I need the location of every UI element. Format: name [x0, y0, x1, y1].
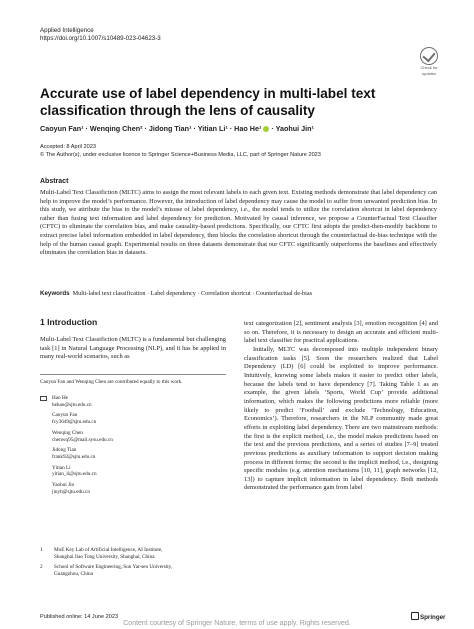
doi-link[interactable]: https://doi.org/10.1007/s10489-023-04623-3 — [40, 35, 161, 42]
affiliations — [40, 547, 230, 582]
intro-left-text: Multi-Label Text Classifiction (MLTC) is a fundamental but challenging task [1] in Natural Language Processing (NLP), and it has be applied in many real-world scenarios, such as — [40, 336, 226, 361]
badge-label-1: Check for — [420, 65, 438, 70]
abstract-text: Multi-Label Text Classifiction (MLTC) aims to assign the most relevant labels to each given text. Existing methods demonstrate that label dependency can help to improve the model’s performance. However, the introduction of label dependency may cause the model to suffer from unwanted prediction bias. In this study, we attribute the bias to the model’s misuse of label dependency, i.e., the model tends to utilize the correlation shortcut in label dependency rather than fusing text information and label dependency for prediction. Motivated by causal inference, we propose a CounterFactual Text Classifier (CFTC) to eliminate the correlation bias, and make causality-based predictions. Specifically, our CFTC first adopts the predict-then-modify backbone to extract precise label information embedded in label dependency, then blocks the correlation shortcut through the counterfactual de-bias technique with the help of the human causal graph. Experimental results on three datasets demonstrate that our CFTC significantly outperforms the baselines and effectively eliminates the correlation bias in datasets. — [40, 189, 437, 257]
keywords-label: Keywords — [40, 290, 70, 297]
journal-header — [40, 27, 161, 43]
check-for-updates-badge[interactable] — [418, 47, 440, 76]
footnote-divider — [40, 374, 226, 375]
contact-name: Yaohui Jin — [52, 482, 75, 489]
author-list — [40, 124, 314, 133]
affiliation-number: 1 — [40, 547, 43, 553]
affiliation-line: Shanghai Jiao Tong University, Shanghai, China — [54, 553, 155, 560]
contact-email[interactable]: hehao@sjtu.edu.cn — [52, 401, 92, 408]
badge-label-2: updates — [421, 70, 437, 76]
published-online-date: Published online: 14 June 2023 — [40, 614, 119, 620]
affiliation-line: Guangzhou, China — [54, 571, 93, 578]
journal-name: Applied Intelligence — [40, 27, 94, 34]
springer-wordmark: Springer — [420, 614, 446, 621]
intro-paragraph: text categorization [2], sentiment analysis [3], emotion recognition [4] and so on. Therefore, it is necessary to design an accurate and efficient multi-label text classifier for practical applications. — [244, 320, 438, 345]
contact-email[interactable]: frank92@sjtu.edu.cn — [52, 453, 96, 460]
affiliation-line: School of Software Engineering, Sun Yat-sen University, — [54, 564, 173, 571]
section-heading-introduction: 1 Introduction — [40, 317, 98, 327]
check-icon — [420, 47, 438, 65]
publication-dates — [40, 144, 321, 159]
affiliation-number: 2 — [40, 564, 43, 571]
contact-email[interactable]: fcy3649@sjtu.edu.cn — [52, 419, 97, 426]
abstract-heading: Abstract — [40, 178, 69, 185]
contact-name: Caoyun Fan — [52, 412, 78, 419]
contact-block — [40, 395, 230, 495]
contact-email[interactable]: chenwq95@mail.sysu.edu.cn — [52, 436, 113, 443]
courtesy-notice: Content courtesy of Springer Nature, terms of use apply. Rights reserved. — [123, 620, 351, 627]
contribution-footnote: Caoyun Fan and Wenqing Chen are contributed equally to this work. — [40, 379, 183, 385]
contact-name: Hao He — [52, 395, 68, 401]
affiliation-item — [40, 564, 230, 577]
copyright-line: © The Author(s), under exclusive licence to Springer Science+Business Media, LLC, part of Springer Nature 2023 — [40, 151, 321, 158]
contact-name: Yitian Li — [52, 464, 71, 471]
authors: Caoyun Fan¹ · Wenqing Chen² · Jidong Tian¹ · Yitian Li¹ · Hao He¹ — [40, 124, 262, 133]
affiliation-line: MoE Key Lab of Artificial Intelligence, AI Institute, — [54, 547, 163, 553]
last-author: · Yaohui Jin¹ — [269, 124, 314, 133]
intro-right-column — [244, 320, 438, 493]
keywords-text: Multi-label text classification · Label dependency · Correlation shortcut · Counterfactual de-bias — [72, 290, 313, 297]
accepted-date: Accepted: 8 April 2023 — [40, 144, 96, 150]
contact-email[interactable]: yitian_li@sjtu.edu.cn — [52, 471, 97, 478]
keywords — [40, 290, 440, 297]
envelope-icon — [40, 396, 47, 401]
contact-email[interactable]: jinyh@sjtu.edu.cn — [52, 488, 90, 495]
paper-title: Accurate use of label dependency in multi-label text classification through the lens of causality — [40, 86, 376, 118]
intro-paragraph: Initially, MLTC was decomposed into multiple independent binary classification tasks [5]. Soon the researchers realized that Label Dependency (LD) [6] could be exploited to improve performance. Intuitively, knowing some labels makes it easier to predict other labels, because the labels tend to have dependency [7]. Taking Table 1 as an example, the given labels ‘Sports, World Cup’ provide additional information, which makes the following predictions more reliable (more likely to predict ‘Football’ and exclude ‘Technology, Education, Economics’). Therefore, researchers in the NLP community made great efforts in exploiting label dependency. There are two mainstream methods: the first is the explicit method, i.e., the model makes predictions based on the text and the previous predictions, and a series of studies [7–9] treated previous predictions as auxiliary information to support decision making process in different forms; the second is the implicit method, i.e., designing specific modules (e.g. attention mechanisms [10, 11], graph networks [12, 13]) to capture implicit information in label dependency. Both methods demonstrated the performance gain from label — [244, 345, 438, 492]
springer-horse-icon — [411, 612, 419, 620]
contact-name: Wenqing Chen — [52, 429, 83, 436]
affiliation-item — [40, 547, 230, 560]
contact-name: Jidong Tian — [52, 447, 77, 454]
